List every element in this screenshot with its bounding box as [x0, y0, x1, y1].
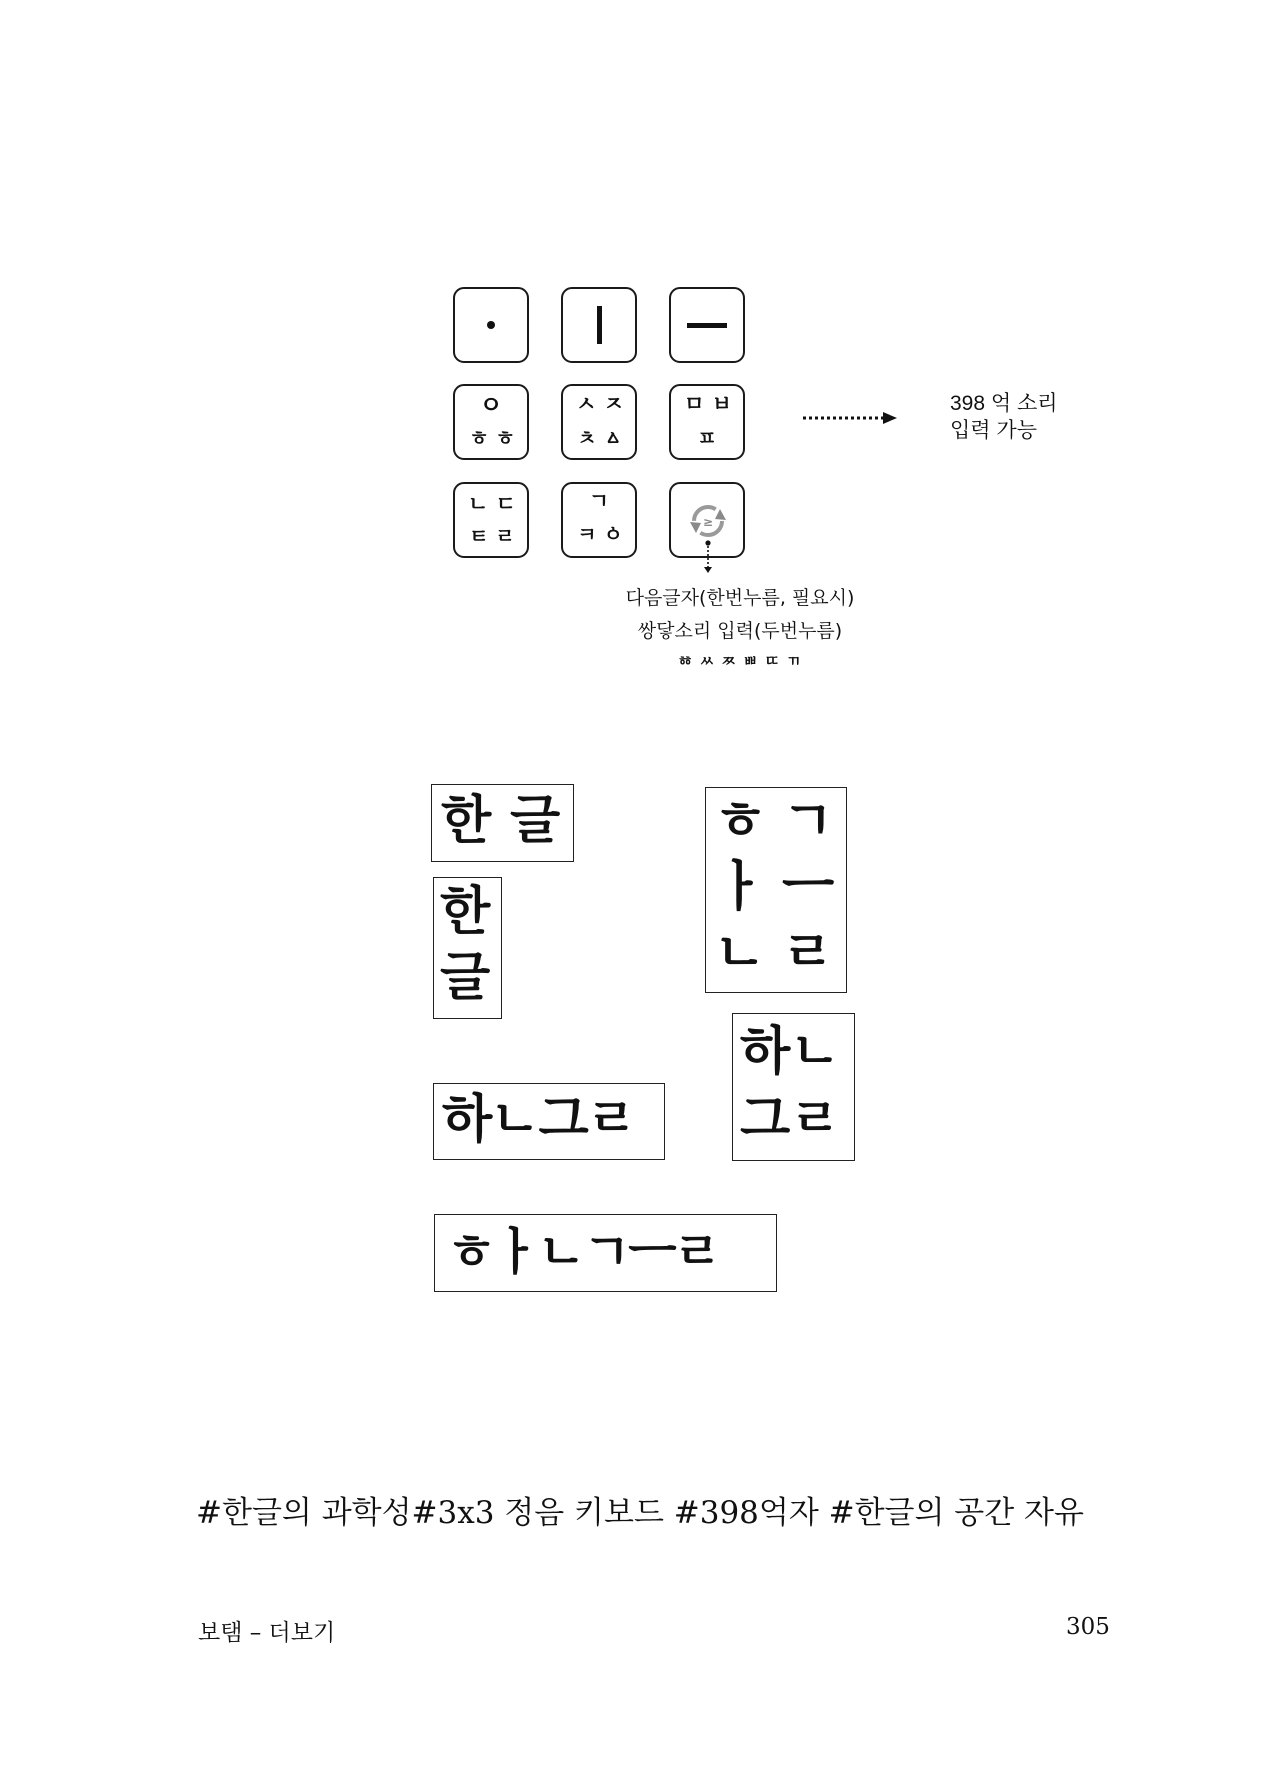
- jamo-giyeok: ㄱ: [782, 789, 835, 852]
- all-jamo-row-block: [434, 1214, 777, 1292]
- word-block-horizontal: [431, 784, 574, 862]
- dot-glyph: [487, 321, 495, 329]
- syllable-row-block: [433, 1083, 665, 1160]
- double-consonants-line: ㆅ ㅆ ㅉ ㅃ ㄸ ㄲ: [677, 652, 803, 670]
- key-horizontal-bar: [669, 287, 745, 363]
- key-nieun-digeut: [453, 482, 529, 558]
- jamo-rieul: ㄹ: [782, 921, 835, 984]
- key-top-glyph: ㄱ: [588, 489, 610, 513]
- key-vertical-bar: [561, 287, 637, 363]
- caption-line-2: 쌍닿소리 입력(두번누름): [637, 620, 843, 642]
- jamo-grid-block: [705, 787, 847, 993]
- jamo-hieut: ㅎ: [714, 789, 767, 852]
- jamo-eu: ㅡ: [782, 855, 835, 918]
- syllable-han: 한: [440, 882, 491, 942]
- syllable-han: 한: [441, 791, 492, 851]
- key-top-glyph: ㅁ ㅂ: [684, 392, 732, 416]
- hashtags-line: #한글의 과학성#3x3 정음 키보드 #398억자 #한글의 공간 자유: [196, 1495, 1084, 1531]
- key-bottom-glyph: ㅍ: [697, 426, 717, 450]
- dotted-arrow-right: [803, 410, 899, 426]
- key-siot-jieut: [561, 384, 637, 460]
- arrow-note-line-2: 입력 가능: [950, 419, 1037, 442]
- key-bottom-glyph: ㅊ ㅿ: [577, 426, 623, 450]
- syllable-row-text: 하ㄴ그ㄹ: [442, 1090, 635, 1150]
- syllable-geul: 글: [510, 791, 561, 851]
- arrow-note-line-1: 398 억 소리: [950, 392, 1058, 415]
- key-bottom-glyph: ㅎ ㅎ: [469, 426, 515, 450]
- row-one: 하ㄴ: [740, 1022, 841, 1082]
- key-dot: [453, 287, 529, 363]
- footer-title: 보탬 – 더보기: [198, 1620, 336, 1646]
- key-ieung-hieut: [453, 384, 529, 460]
- page-number: 305: [1066, 1614, 1110, 1640]
- key-top-glyph: ㅇ: [479, 391, 503, 419]
- jamo-nieun: ㄴ: [714, 921, 767, 984]
- row-two: 그ㄹ: [740, 1090, 841, 1150]
- key-mieum-bieup: [669, 384, 745, 460]
- syllable-two-rows-block: [732, 1013, 855, 1161]
- horizontal-bar-glyph: [687, 323, 727, 328]
- key-giyeok: [561, 482, 637, 558]
- next-character-caption: [530, 582, 950, 648]
- caption-line-1: 다음글자(한번누름, 필요시): [625, 587, 855, 609]
- all-jamo-row-text: ㅎㅏㄴㄱㅡㄹ: [447, 1223, 719, 1281]
- jamo-a: ㅏ: [714, 855, 767, 918]
- key-top-glyph: ㄴ ㄷ: [468, 492, 516, 516]
- word-block-vertical: [433, 877, 502, 1019]
- cycle-arrows-icon: [687, 500, 729, 542]
- arrow-note: [950, 390, 1058, 444]
- key-top-glyph: ㅅ ㅈ: [576, 392, 624, 416]
- syllable-geul: 글: [440, 948, 491, 1008]
- vertical-bar-glyph: [597, 306, 602, 344]
- key-bottom-glyph: ㅋ ㆁ: [577, 522, 623, 546]
- svg-text:≥: ≥: [702, 515, 714, 529]
- dotted-arrow-down: [702, 540, 714, 574]
- key-bottom-glyph: ㅌ ㄹ: [469, 524, 515, 548]
